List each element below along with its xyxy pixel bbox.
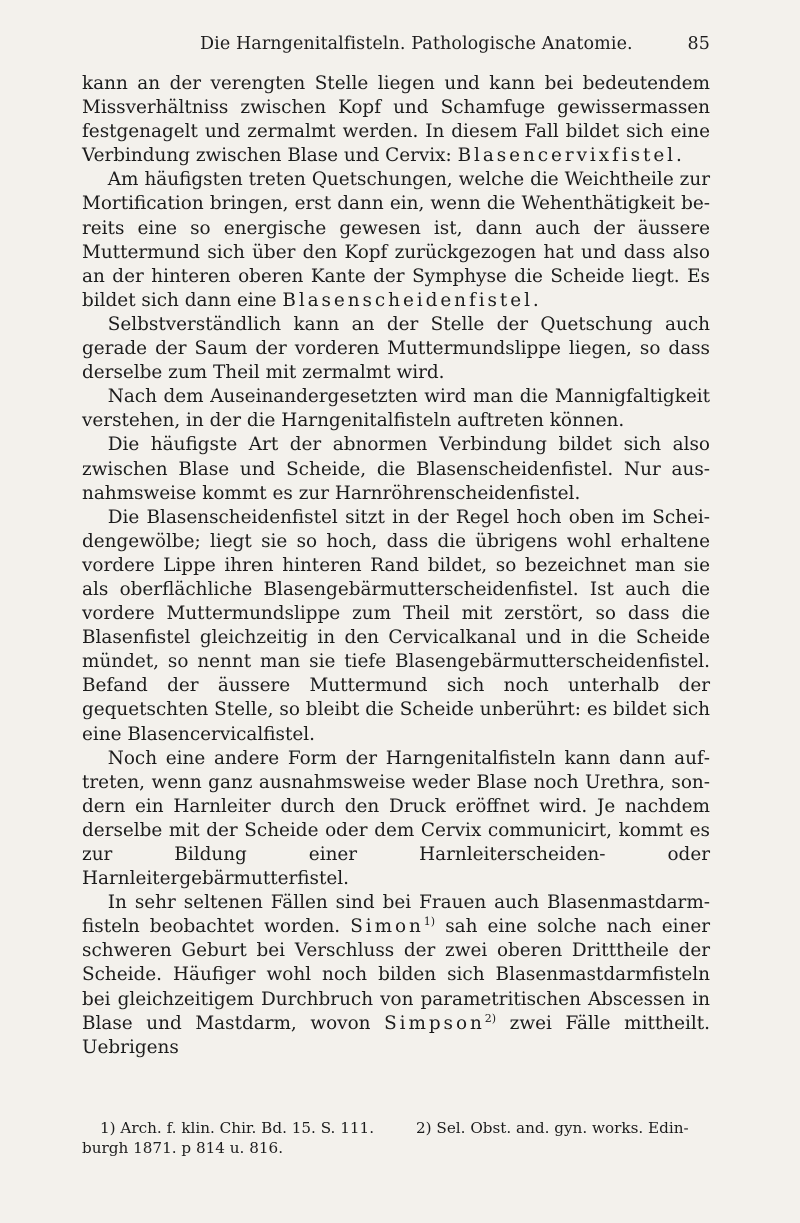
- paragraph-1-text: kann an der verengten Stelle liegen und kann bei bedeutendem Missverhältniss zwischen Kopf und Schamfuge gewissermassen festgenagelt und zermalmt werden. In diesem Fall bildet sich eine Verbindung zwischen Blase und Cervix:: [82, 73, 710, 167]
- footnote-2-continuation: burgh 1871. p 814 u. 816.: [82, 1139, 284, 1157]
- paragraph-1: [82, 72, 710, 168]
- footnote-1: 1) Arch. f. klin. Chir. Bd. 15. S. 111.: [100, 1119, 375, 1137]
- running-head: [200, 34, 710, 60]
- paragraph-8-text-2: sah eine solche nach einer schweren Geburt bei Verschluss der zwei oberen Dritttheile der Scheide. Häufiger wohl noch bilden sich Blasenmastdarmfisteln bei gleichzeitigem Durchbruch von parametritischen Abscessen in Blase und Mastdarm, wovon: [82, 916, 710, 1034]
- author-simpson: Simpson: [384, 1012, 485, 1034]
- paragraph-1-end: .: [676, 145, 682, 167]
- paragraph-3: Selbstverständlich kann an der Stelle der Quetschung auch gerade der Saum der vorderen Muttermundslippe liegen, so dass derselbe zum Theil mit zermalmt wird.: [82, 313, 710, 384]
- paragraph-8-text-3: zwei Fälle mittheilt. Uebrigens: [82, 1012, 710, 1058]
- paragraph-4: Nach dem Auseinandergesetzten wird man die Mannigfaltigkeit verstehen, in der die Harngenitalfisteln auftreten können.: [82, 386, 710, 432]
- paragraph-2: [82, 168, 710, 313]
- footnote-ref-2: 2): [484, 1011, 497, 1025]
- paragraph-2-end: .: [532, 289, 539, 311]
- paragraph-7: Noch eine andere Form der Harngenitalfisteln kann dann auftreten, wenn ganz ausnahmsweise weder Blase noch Urethra, sondern ein Harnleiter durch den Druck eröffnet wird. Je nachdem derselbe mit der Scheide oder dem Cervix communicirt, kommt es zur Bildung einer Harnleiterscheiden- oder Harnleitergebärmutterfistel.: [82, 747, 710, 890]
- paragraph-6: Die Blasenscheidenfistel sitzt in der Regel hoch oben im Scheidengewölbe; liegt sie so hoch, dass die übrigens wohl erhaltene vordere Lippe ihren hinteren Rand bildet, so bezeichnet man sie als oberflächliche Blasengebärmutterscheidenfistel. Ist auch die vordere Muttermundslippe zum Theil mit zerstört, so dass die Blasenfistel gleichzeitig in den Cervicalkanal und in die Scheide mündet, so nennt man sie tiefe Blasengebärmutterscheidenfistel. Befand der äussere Muttermund sich noch unterhalb der gequetschten Stelle, so bleibt die Scheide unberührt: es bildet sich eine Blasencervicalfistel.: [82, 506, 710, 745]
- footnote-line-1: [82, 1118, 710, 1138]
- footnote-line-2: [82, 1138, 710, 1158]
- paragraph-8: [82, 891, 710, 1060]
- page-number: 85: [687, 34, 710, 54]
- running-head-title: Die Harngenitalfisteln. Pathologische Anatomie.: [200, 34, 633, 54]
- footnote-ref-1: 1): [423, 915, 436, 929]
- paragraph-8-text: In sehr seltenen Fällen sind bei Frauen auch Blasenmastdarmfisteln beobachtet worden.: [82, 892, 710, 938]
- term-blasenscheidenfistel: Blasenscheidenfistel: [282, 289, 533, 311]
- paragraph-2-text: Am häufigsten treten Quetschungen, welche die Weichtheile zur Mortification bringen, erst dann ein, wenn die Wehenthätigkeit bereits eine so energische gewesen ist, dann auch der äussere Muttermund sich über den Kopf zurückgezogen hat und dass also an der hinteren oberen Kante der Symphyse die Scheide liegt. Es bildet sich dann eine: [82, 169, 710, 311]
- footnote-2: 2) Sel. Obst. and. gyn. works. Edin-: [416, 1119, 689, 1137]
- term-blasencervixfistel: Blasencervixfistel: [457, 145, 677, 167]
- footnotes: [82, 1118, 710, 1158]
- body-text: [82, 72, 710, 1060]
- author-simon: Simon: [350, 916, 424, 938]
- paragraph-5: Die häufigste Art der abnormen Verbindung bildet sich also zwischen Blase und Scheide, die Blasenscheidenfistel. Nur ausnahmsweise kommt es zur Harnröhrenscheidenfistel.: [82, 434, 710, 504]
